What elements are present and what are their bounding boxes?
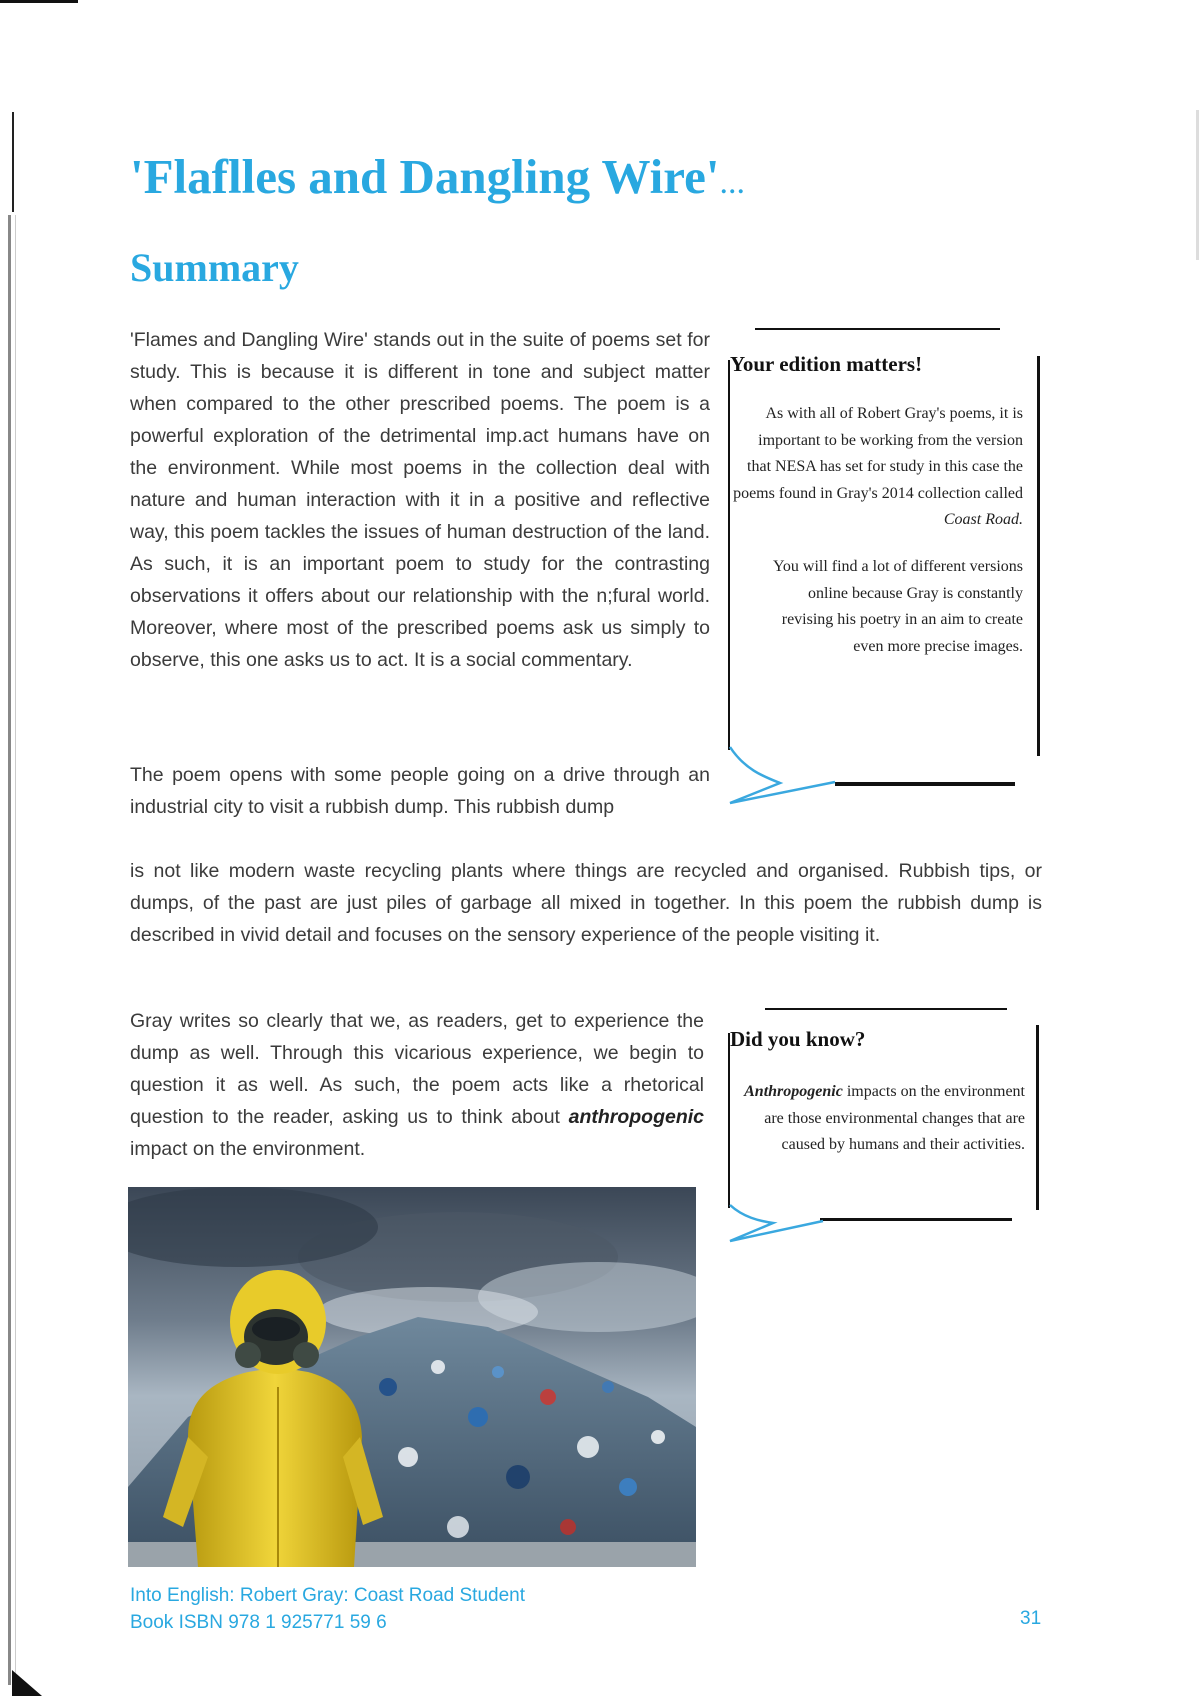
scan-corner-mark bbox=[12, 1670, 42, 1696]
anthropogenic-term: Anthropogenic bbox=[744, 1083, 843, 1100]
edition-callout bbox=[725, 320, 1045, 810]
page-title bbox=[130, 148, 745, 205]
scan-edge-mark bbox=[1196, 110, 1199, 260]
collection-name: Coast Road. bbox=[943, 511, 1023, 528]
callout-title: Did you know? bbox=[730, 1027, 866, 1051]
book-reference-line-1: Into English: Robert Gray: Coast Road Student bbox=[130, 1585, 525, 1606]
callout-text-1 bbox=[733, 401, 1023, 534]
callout-definition bbox=[735, 1079, 1025, 1159]
callout-right-border bbox=[1036, 1025, 1039, 1210]
callout-bottom-rule bbox=[835, 782, 1015, 786]
page-number: 31 bbox=[1020, 1608, 1042, 1629]
callout-left-border bbox=[728, 360, 730, 750]
callout-text-1-body: As with all of Robert Gray's poems, it is important to be working from the version that NESA has set for study in this case the poems found in Gray's 2014 collection called bbox=[733, 405, 1023, 502]
summary-paragraph-1: 'Flames and Dangling Wire' stands out in the suite of poems set for study. This is because it is different in tone and subject matter when compared to the other prescribed poems. The poem is a powerful exploration of the detrimental imp.act humans have on the environment. While most poems in the collection deal with nature and human interaction with it in a positive and reflective way, this poem tackles the issues of human destruction of the land. As such, it is an important poem to study for the contrasting observations it offers about our relationship with the n;fural world. Moreover, where most of the prescribed poems ask us simply to observe, this one asks us to act. It is a social commentary. bbox=[130, 329, 710, 671]
summary-paragraph-4 bbox=[130, 1005, 704, 1165]
callout-definition-text: impacts on the environment are those environmental changes that are caused by humans and their activities. bbox=[764, 1083, 1025, 1153]
book-reference-line-2: Book ISBN 978 1 925771 59 6 bbox=[130, 1612, 387, 1633]
scan-edge-mark bbox=[0, 0, 78, 3]
callout-title: Your edition matters! bbox=[730, 352, 923, 376]
section-heading: Summary bbox=[130, 245, 299, 290]
callout-left-border bbox=[728, 1033, 730, 1208]
speech-tail-icon bbox=[725, 1203, 835, 1248]
callout-bottom-rule bbox=[820, 1218, 1012, 1221]
callout-text-2: You will find a lot of different versions online because Gray is constantly revising his poetry in an aim to create even more precise images. bbox=[772, 558, 1023, 655]
hazmat-dump-photo bbox=[128, 1187, 696, 1567]
anthropogenic-term: anthropogenic bbox=[568, 1106, 705, 1128]
did-you-know-callout bbox=[725, 1003, 1045, 1248]
summary-paragraph-2: The poem opens with some people going on a drive through an industrial city to visit a rubbish dump. This rubbish dump bbox=[130, 764, 710, 818]
scan-edge-mark bbox=[12, 112, 14, 212]
speech-tail-icon bbox=[725, 745, 845, 805]
book-reference bbox=[130, 1582, 525, 1636]
page-binding-shadow bbox=[15, 215, 16, 1685]
photo-illustration bbox=[128, 1187, 696, 1567]
callout-right-border bbox=[1037, 356, 1040, 756]
page-title-text: 'Flaflles and Dangling Wire' bbox=[130, 149, 720, 204]
callout-top-rule bbox=[755, 328, 1000, 330]
summary-paragraph-3: is not like modern waste recycling plants where things are recycled and organised. Rubbish tips, or dumps, of the past are just piles of garbage all mixed in together. In this poem the rubbish dump is described in vivid detail and focuses on the sensory experience of the people visiting it. bbox=[130, 860, 1042, 946]
page-title-ellipsis: ... bbox=[719, 164, 745, 201]
paragraph-4-end: impact on the environment. bbox=[130, 1138, 366, 1160]
paragraph-4-text: Gray writes so clearly that we, as readers, get to experience the dump as well. Through this vicarious experience, we begin to question it as well. As such, the poem acts like a rhetorical question to the reader, asking us to think about bbox=[130, 1010, 704, 1128]
page-binding-shadow bbox=[8, 215, 11, 1685]
callout-top-rule bbox=[765, 1008, 1007, 1010]
